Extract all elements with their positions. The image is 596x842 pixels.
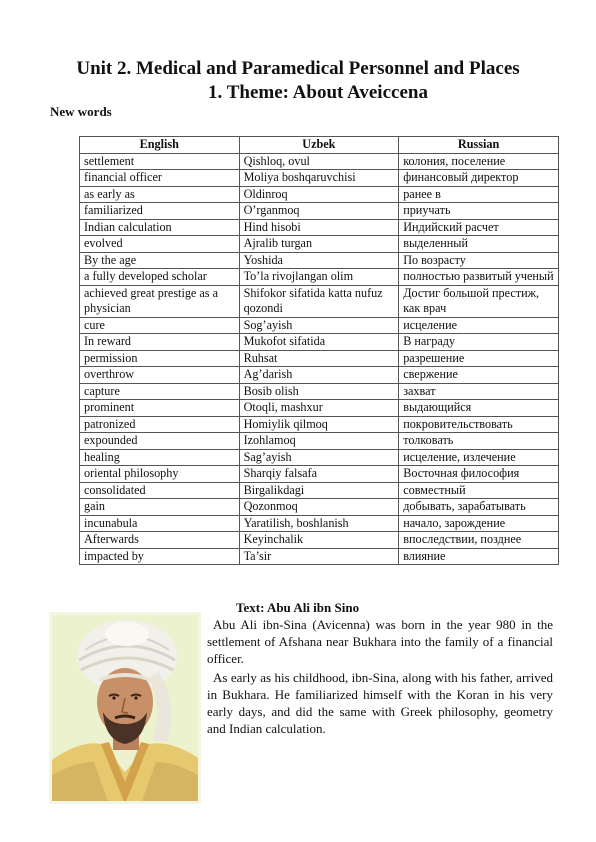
table-row	[80, 285, 559, 317]
cell-english: Afterwards	[80, 532, 240, 549]
cell-uzbek: Ag’darish	[239, 367, 399, 384]
cell-russian: В награду	[399, 334, 559, 351]
table-row	[80, 350, 559, 367]
cell-uzbek: Izohlamoq	[239, 433, 399, 450]
paragraph-1: Abu Ali ibn-Sina (Avicenna) was born in the year 980 in the settlement of Afshana near Bukhara into the family of a financial officer.	[207, 617, 553, 666]
table-row	[80, 219, 559, 236]
table-row	[80, 252, 559, 269]
cell-english: incunabula	[80, 515, 240, 532]
column-header-english: English	[80, 137, 240, 154]
table-row	[80, 449, 559, 466]
cell-russian: впоследствии, позднее	[399, 532, 559, 549]
cell-uzbek: Keyinchalik	[239, 532, 399, 549]
cell-russian: ранее в	[399, 186, 559, 203]
cell-russian: исцеление, излечение	[399, 449, 559, 466]
cell-russian: финансовый директор	[399, 170, 559, 187]
portrait-illustration	[49, 612, 201, 804]
cell-uzbek: Hind hisobi	[239, 219, 399, 236]
cell-russian: захват	[399, 383, 559, 400]
cell-english: permission	[80, 350, 240, 367]
cell-uzbek: Bosib olish	[239, 383, 399, 400]
cell-russian: толковать	[399, 433, 559, 450]
cell-russian: Индийский расчет	[399, 219, 559, 236]
cell-russian: покровительствовать	[399, 416, 559, 433]
cell-russian: Достиг большой престиж, как врач	[399, 285, 559, 317]
cell-russian: выделенный	[399, 236, 559, 253]
avicenna-portrait	[49, 612, 201, 804]
table-row	[80, 515, 559, 532]
table-row	[80, 269, 559, 286]
cell-uzbek: Moliya boshqaruvchisi	[239, 170, 399, 187]
vocabulary-table	[79, 136, 559, 565]
cell-russian: разрешение	[399, 350, 559, 367]
cell-russian: свержение	[399, 367, 559, 384]
cell-english: as early as	[80, 186, 240, 203]
table-row	[80, 548, 559, 565]
cell-english: prominent	[80, 400, 240, 417]
cell-english: In reward	[80, 334, 240, 351]
cell-english: settlement	[80, 153, 240, 170]
cell-english: patronized	[80, 416, 240, 433]
cell-english: evolved	[80, 236, 240, 253]
cell-english: capture	[80, 383, 240, 400]
cell-russian: влияние	[399, 548, 559, 565]
paragraph-2: As early as his childhood, ibn-Sina, along with his father, arrived in Bukhara. He familiarized himself with the Koran in his very early days, and did the same with Greek philosophy, geometry and Indian calculation.	[207, 670, 553, 736]
cell-uzbek: Ta’sir	[239, 548, 399, 565]
table-row	[80, 433, 559, 450]
cell-english: a fully developed scholar	[80, 269, 240, 286]
table-row	[80, 367, 559, 384]
table-row	[80, 499, 559, 516]
cell-russian: По возрасту	[399, 252, 559, 269]
cell-english: gain	[80, 499, 240, 516]
cell-russian: добывать, зарабатывать	[399, 499, 559, 516]
cell-english: consolidated	[80, 482, 240, 499]
cell-uzbek: Sharqiy falsafa	[239, 466, 399, 483]
cell-uzbek: Sag’ayish	[239, 449, 399, 466]
table-row	[80, 383, 559, 400]
vocabulary-body	[80, 153, 559, 565]
cell-uzbek: Sog’ayish	[239, 317, 399, 334]
new-words-label: New words	[50, 104, 112, 119]
cell-russian: начало, зарождение	[399, 515, 559, 532]
cell-uzbek: Qozonmoq	[239, 499, 399, 516]
cell-english: expounded	[80, 433, 240, 450]
cell-russian: полностью развитый ученый	[399, 269, 559, 286]
cell-english: oriental philosophy	[80, 466, 240, 483]
cell-uzbek: Yoshida	[239, 252, 399, 269]
text-heading: Text: Abu Ali ibn Sino	[236, 600, 360, 615]
cell-russian: выдающийся	[399, 400, 559, 417]
cell-uzbek: Mukofot sifatida	[239, 334, 399, 351]
cell-english: Indian calculation	[80, 219, 240, 236]
vocabulary-header-row	[80, 137, 559, 154]
cell-english: impacted by	[80, 548, 240, 565]
cell-uzbek: Qishloq, ovul	[239, 153, 399, 170]
cell-russian: исцеление	[399, 317, 559, 334]
table-row	[80, 400, 559, 417]
cell-english: achieved great prestige as a physician	[80, 285, 240, 317]
cell-uzbek: Yaratilish, boshlanish	[239, 515, 399, 532]
unit-title: Unit 2. Medical and Paramedical Personnel and Places	[76, 58, 520, 79]
table-row	[80, 416, 559, 433]
cell-russian: колония, поселение	[399, 153, 559, 170]
cell-uzbek: Oldinroq	[239, 186, 399, 203]
table-row	[80, 334, 559, 351]
cell-english: familiarized	[80, 203, 240, 220]
cell-uzbek: O’rganmoq	[239, 203, 399, 220]
table-row	[80, 482, 559, 499]
cell-uzbek: Birgalikdagi	[239, 482, 399, 499]
theme-title: 1. Theme: About Aveiccena	[208, 82, 428, 103]
table-row	[80, 153, 559, 170]
table-row	[80, 236, 559, 253]
cell-uzbek: Ruhsat	[239, 350, 399, 367]
cell-english: By the age	[80, 252, 240, 269]
cell-uzbek: Homiylik qilmoq	[239, 416, 399, 433]
table-row	[80, 203, 559, 220]
table-row	[80, 532, 559, 549]
cell-uzbek: Otoqli, mashxur	[239, 400, 399, 417]
column-header-uzbek: Uzbek	[239, 137, 399, 154]
cell-english: healing	[80, 449, 240, 466]
table-row	[80, 170, 559, 187]
cell-english: financial officer	[80, 170, 240, 187]
cell-uzbek: To’la rivojlangan olim	[239, 269, 399, 286]
cell-english: cure	[80, 317, 240, 334]
cell-russian: Восточная философия	[399, 466, 559, 483]
biography-text	[207, 616, 553, 739]
table-row	[80, 186, 559, 203]
cell-russian: совместный	[399, 482, 559, 499]
cell-uzbek: Shifokor sifatida katta nufuz qozondi	[239, 285, 399, 317]
cell-english: overthrow	[80, 367, 240, 384]
table-row	[80, 466, 559, 483]
cell-russian: приучать	[399, 203, 559, 220]
column-header-russian: Russian	[399, 137, 559, 154]
cell-uzbek: Ajralib turgan	[239, 236, 399, 253]
table-row	[80, 317, 559, 334]
